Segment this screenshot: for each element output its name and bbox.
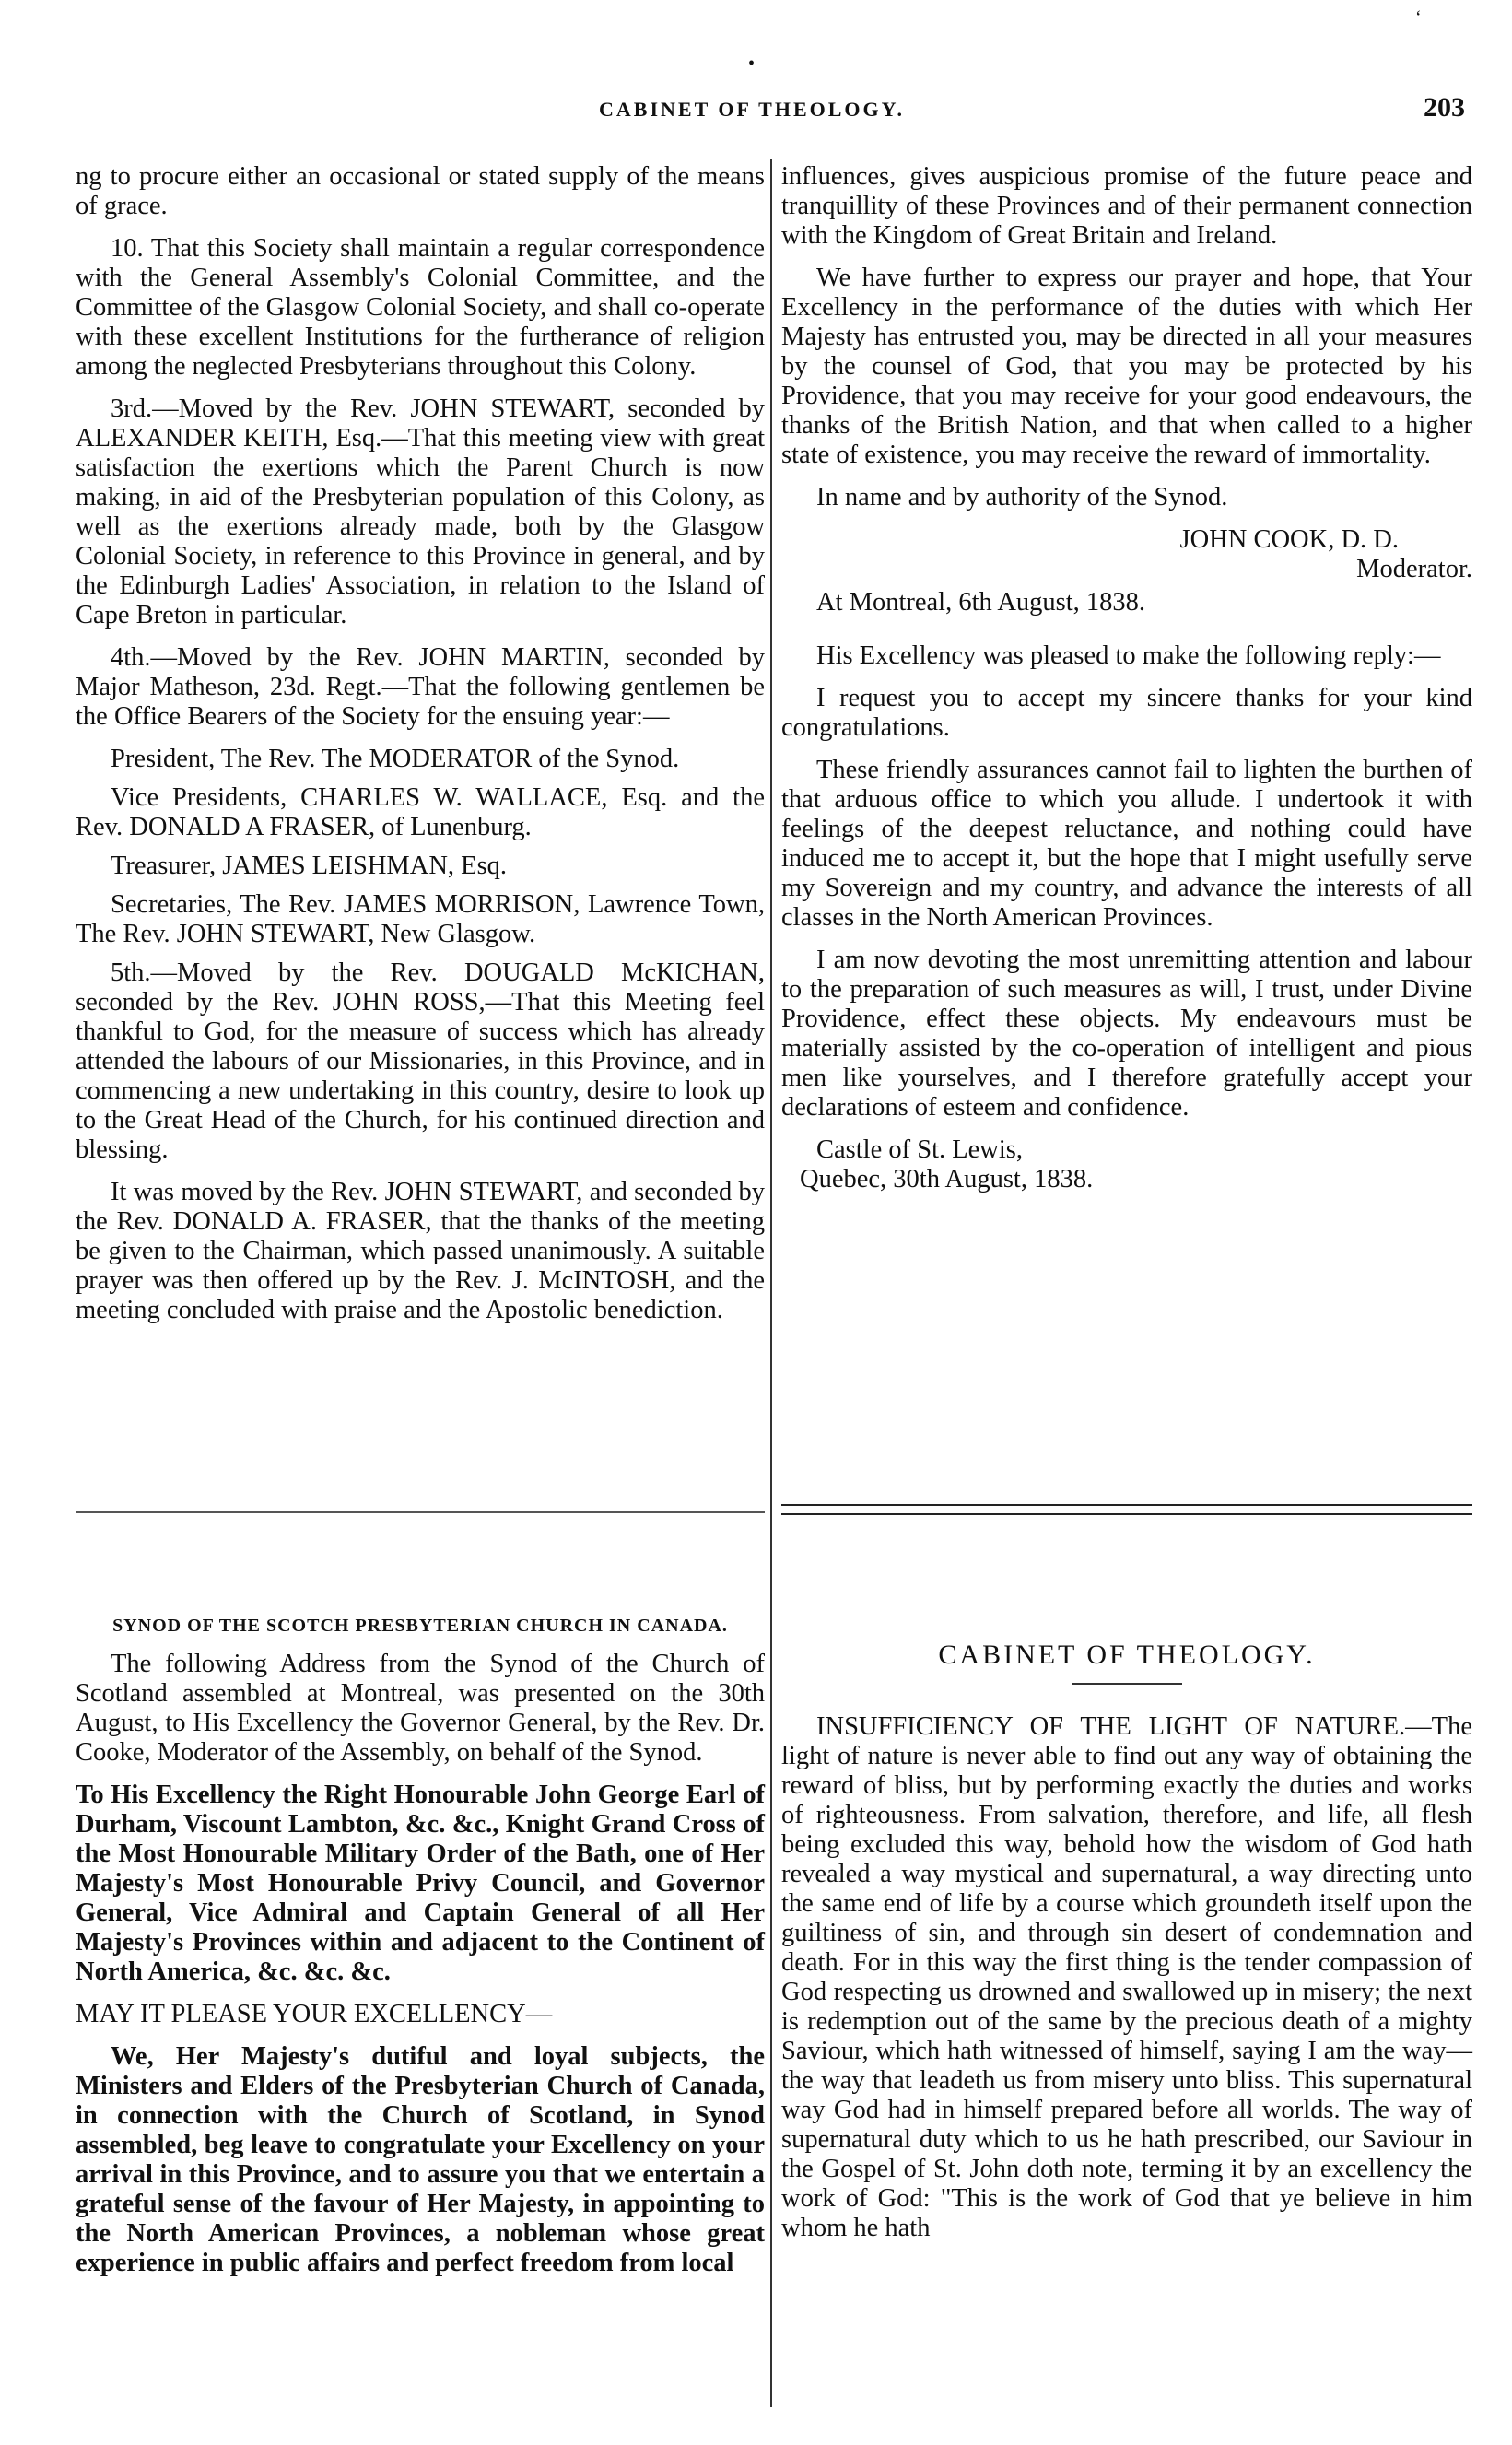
scan-mark: •: [748, 53, 756, 74]
section-heading: SYNOD OF THE SCOTCH PRESBYTERIAN CHURCH IN CANADA.: [112, 1616, 728, 1636]
section-divider-double: [781, 1504, 1472, 1515]
left-column-top: [76, 162, 765, 1338]
resolution-5th: 5th.—Moved by the Rev. DOUGALD McKICHAN, seconded by the Rev. JOHN ROSS,—That this Meeting feel thankful to God, for the measure of success which has already attended the labours of our Missionaries, in this Province, and in commencing a new undertaking in this country, desire to look up to the Great Head of the Church, for his continued direction and blessing.: [76, 958, 765, 1164]
signatory-role: Moderator.: [1356, 555, 1472, 583]
resolution-3rd: 3rd.—Moved by the Rev. JOHN STEWART, seconded by ALEXANDER KEITH, Esq.—That this meeting view with great satisfaction the exertions which the Parent Church is now making, in aid of the Presbyterian population of this Colony, as well as the exertions already made, both by the Glasgow Colonial Society, in reference to this Province in general, and by the Edinburgh Ladies' Association, in relation to the Island of Cape Breton in particular.: [76, 394, 765, 629]
office-president: President, The Rev. The MODERATOR of the Synod.: [111, 745, 680, 773]
office-secretaries: Secretaries, The Rev. JAMES MORRISON, Lawrence Town, The Rev. JOHN STEWART, New Glasgow.: [76, 890, 765, 948]
paragraph: ng to procure either an occasional or stated supply of the means of grace.: [76, 162, 765, 220]
section-divider: [76, 1511, 765, 1513]
title-rule: [1072, 1683, 1182, 1685]
signatory-name: JOHN COOK, D. D.: [1179, 525, 1399, 554]
right-column-bottom: [781, 1640, 1472, 2256]
page-number: 203: [1424, 92, 1465, 123]
reply-paragraph: I am now devoting the most unremitting attention and labour to the preparation of such measures as will, I trust, under Divine Providence, effect these objects. My endeavours must be materially assisted by the co-operation of intelligent and pious men like yourselves, and I therefore gratefully accept your declarations of esteem and confidence.: [781, 946, 1472, 1122]
reply-place: Castle of St. Lewis,: [816, 1135, 1024, 1164]
office-vice-presidents: Vice Presidents, CHARLES W. WALLACE, Esq. and the Rev. DONALD A FRASER, of Lunenburg.: [76, 783, 765, 841]
paragraph: 10. That this Society shall maintain a regular correspondence with the General Assembly's Colonial Committee, and the Committee of the Glasgow Colonial Society, and shall co-operate with these excellent Institutions for the furtherance of religion among the neglected Presbyterians throughout this Colony.: [76, 234, 765, 381]
reply-paragraph: These friendly assurances cannot fail to lighten the burthen of that arduous office to which you allude. I undertook it with feelings of the deepest reluctance, and nothing could have induced me to accept it, but the hope that I might usefully serve my Sovereign and my country, and advance the interests of all classes in the North American Provinces.: [781, 756, 1472, 932]
paragraph: In name and by authority of the Synod.: [816, 483, 1228, 511]
reply-date: Quebec, 30th August, 1838.: [800, 1165, 1094, 1193]
salutation: MAY IT PLEASE YOUR EXCELLENCY—: [76, 2000, 553, 2028]
address-intro: The following Address from the Synod of the Church of Scotland assembled at Montreal, was presented on the 30th August, to His Excellency the Governor General, by the Rev. Dr. Cooke, Moderator of the Assembly, on behalf of the Synod.: [76, 1650, 765, 1767]
office-treasurer: Treasurer, JAMES LEISHMAN, Esq.: [111, 852, 508, 880]
address-body: We, Her Majesty's dutiful and loyal subjects, the Ministers and Elders of the Presbyterian Church of Canada, in connection with the Church of Scotland, in Synod assembled, beg leave to congratulate your Excellency on your arrival in this Province, and to assure you that we entertain a grateful sense of the favour of Her Majesty, in appointing to the North American Provinces, a nobleman whose great experience in public affairs and perfect freedom from local: [76, 2042, 765, 2277]
address-recipient: To His Excellency the Right Honourable John George Earl of Durham, Viscount Lambton, &c. &c., Knight Grand Cross of the Most Honourable Military Order of the Bath, one of Her Majesty's Most Honourable Privy Council, and Governor General, Vice Admiral and Captain General of all Her Majesty's Provinces within and adjacent to the Continent of North America, &c. &c. &c.: [76, 1781, 765, 1986]
article-body: INSUFFICIENCY OF THE LIGHT OF NATURE.—The light of nature is never able to find out any way of obtaining the reward of bliss, but by performing exactly the duties and works of righteousness. From salvation, therefore, and life, all flesh being excluded this way, behold how the wisdom of God hath revealed a way mystical and supernatural, a way directing unto the same end of life by a course which groundeth itself upon the guiltiness of sin, and through sin desert of condemnation and death. For in this way the first thing is the tender compassion of God respecting us drowned and swallowed up in misery; the next is redemption out of the same by the precious death of a mighty Saviour, which hath witnessed of himself, saying I am the way—the way that leadeth us from misery unto bliss. This supernatural way God had in himself prepared before all worlds. The way of supernatural duty which to us he hath prescribed, our Saviour in the Gospel of St. John doth note, terming it by an excellency the work of God: "This is the work of God that ye believe in him whom he hath: [781, 1712, 1472, 2242]
reply-paragraph: I request you to accept my sincere thanks for your kind congratulations.: [781, 684, 1472, 742]
section-title: CABINET OF THEOLOGY.: [938, 1640, 1316, 1670]
left-column-bottom: [76, 1611, 765, 2291]
place-date: At Montreal, 6th August, 1838.: [816, 588, 1146, 617]
reply-intro: His Excellency was pleased to make the following reply:—: [816, 641, 1441, 670]
scan-mark: ‘: [1415, 7, 1422, 28]
right-column-top: [781, 162, 1472, 1194]
running-head: [0, 92, 1512, 129]
column-rule: [770, 159, 772, 2407]
paragraph: influences, gives auspicious promise of the future peace and tranquillity of these Provinces and of their permanent connection with the Kingdom of Great Britain and Ireland.: [781, 162, 1472, 250]
closing-paragraph: It was moved by the Rev. JOHN STEWART, and seconded by the Rev. DONALD A. FRASER, that the thanks of the meeting be given to the Chairman, which passed unanimously. A suitable prayer was then offered up by the Rev. J. McINTOSH, and the meeting concluded with praise and the Apostolic benediction.: [76, 1178, 765, 1324]
running-title: CABINET OF THEOLOGY.: [599, 98, 906, 121]
paragraph: We have further to express our prayer and hope, that Your Excellency in the performance of the duties with which Her Majesty has entrusted you, may be directed in all your measures by the counsel of God, that you may be protected by his Providence, that you may receive for your good endeavours, the thanks of the British Nation, and that when called to a higher state of existence, you may receive the reward of immortality.: [781, 264, 1472, 469]
resolution-4th: 4th.—Moved by the Rev. JOHN MARTIN, seconded by Major Matheson, 23d. Regt.—That the following gentlemen be the Office Bearers of the Society for the ensuing year:—: [76, 643, 765, 731]
